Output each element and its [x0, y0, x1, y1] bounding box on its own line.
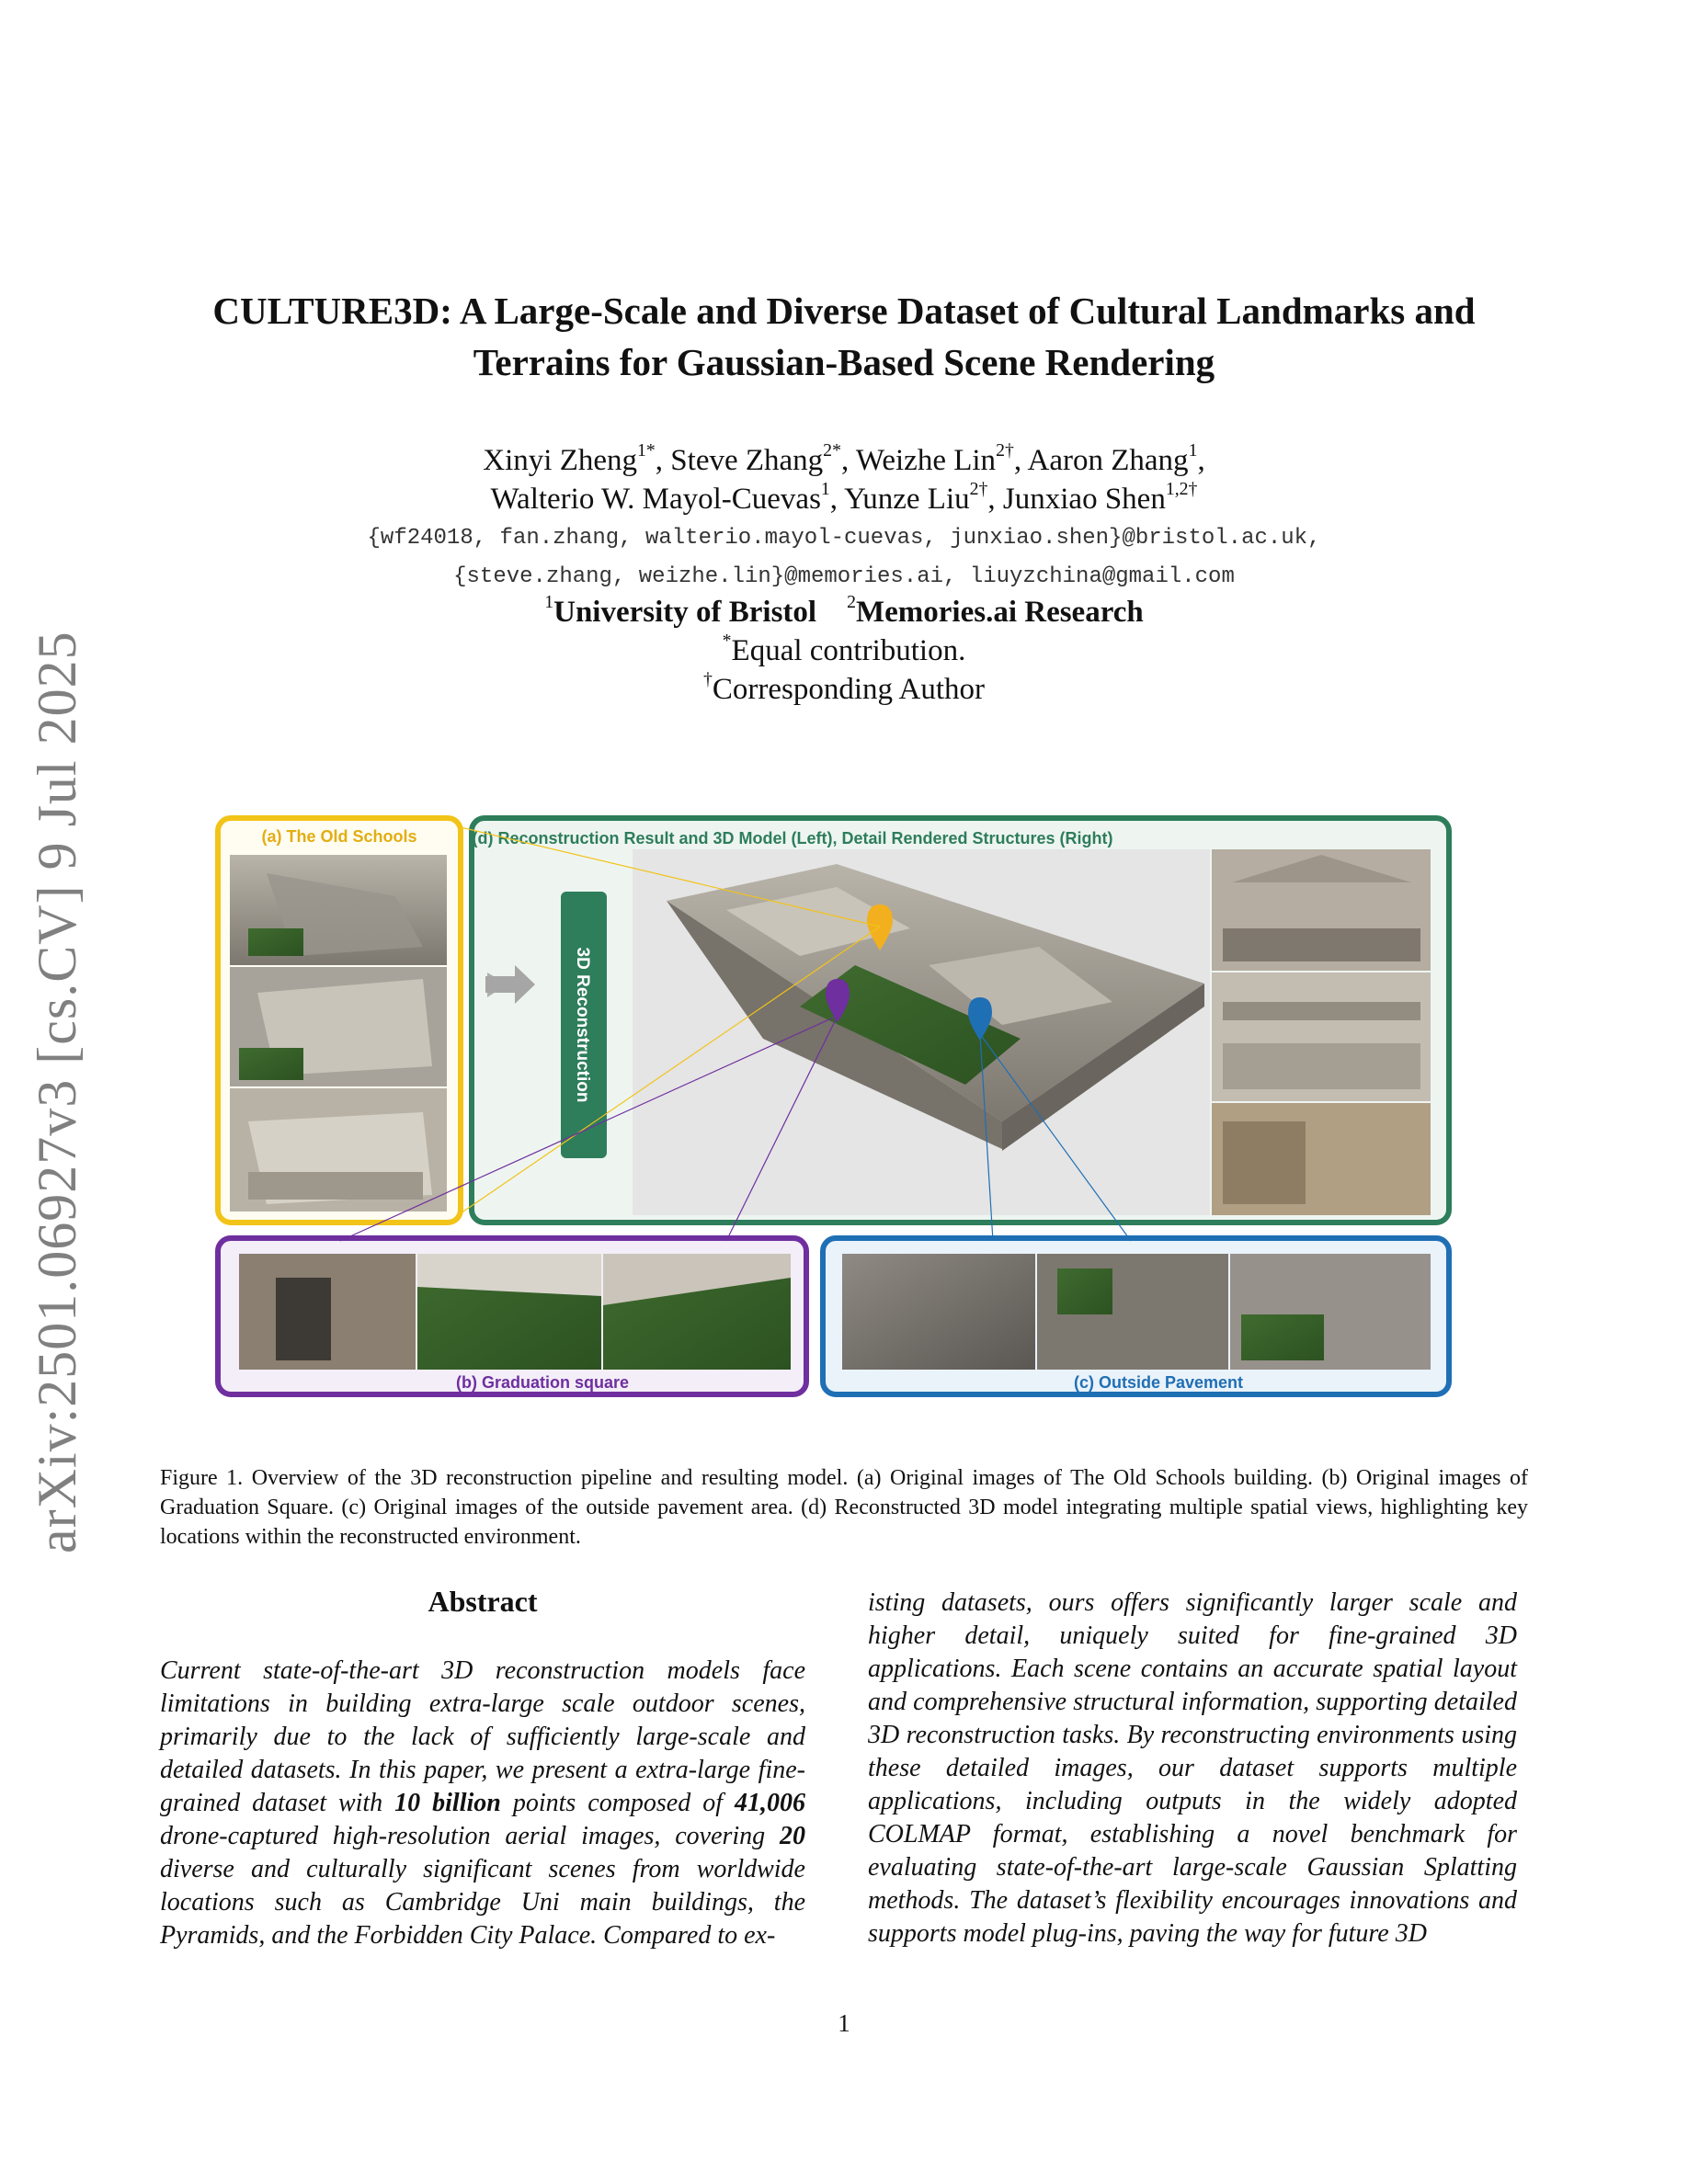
- author-affil-mark: 2†: [969, 479, 988, 500]
- abstract-text: diverse and culturally significant scenes from worldwide locations such as Cambridge Uni main buildings, the Pyramids, and the Forbidden City Palace. Compared to ex-: [160, 1855, 805, 1950]
- author-affil-mark: 1*: [637, 440, 656, 461]
- title-line-1: CULTURE3D: A Large-Scale and Diverse Dataset of Cultural Landmarks and: [212, 290, 1476, 332]
- abstract-paragraph-left: [160, 1655, 805, 1952]
- equal-contribution-text: Equal contribution.: [731, 634, 966, 667]
- author-name: Aaron Zhang: [1027, 444, 1189, 477]
- author-name: Junxiao Shen: [1002, 483, 1166, 516]
- panel-a-label: (a) The Old Schools: [261, 827, 417, 846]
- author-name: Xinyi Zheng: [483, 444, 638, 477]
- reconstruction-label: 3D Reconstruction: [573, 947, 592, 1103]
- abstract-left-column: [160, 1655, 805, 1952]
- email-line-1: {wf24018, fan.zhang, walterio.mayol-cuevas, junxiao.shen}@bristol.ac.uk,: [367, 526, 1321, 551]
- abstract-highlight: 41,006: [734, 1789, 805, 1817]
- author-separator: ,: [829, 483, 845, 516]
- overview-figure: [211, 809, 1462, 1408]
- author-name: Steve Zhang: [670, 444, 824, 477]
- author-affil-mark: 2†: [996, 440, 1014, 461]
- affil-mark: 1: [544, 592, 554, 613]
- panel-c-label: (c) Outside Pavement: [1073, 1373, 1244, 1392]
- affil-mark: 2: [847, 592, 856, 613]
- abstract-paragraph-right: isting datasets, ours offers significantly larger scale and higher detail, uniquely suited for fine-grained 3D applications. Each scene contains an accurate spatial layout and comprehensive structural information, supporting detailed 3D reconstruction tasks. By reconstructing environments using these detailed images, our dataset supports multiple applications, including outputs in the widely adopted COLMAP format, establishing a novel benchmark for evaluating state-of-the-art large-scale Gaussian Splatting methods. The dataset’s flexibility encourages innovations and supports model plug-ins, paving the way for future 3D: [868, 1588, 1517, 1948]
- paper-title: [110, 285, 1578, 388]
- abstract-right-column: [868, 1587, 1517, 1951]
- panel-c-outside-pavement: [823, 1238, 1449, 1394]
- dagger-mark: †: [703, 669, 713, 690]
- figure-caption: Figure 1. Overview of the 3D reconstruction pipeline and resulting model. (a) Original images of The Old Schools building. (b) Original images of Graduation Square. (c) Original images of the outside pavement area. (d) Reconstructed 3D model integrating multiple spatial views, highlighting key locations within the reconstructed environment.: [160, 1466, 1528, 1549]
- author-name: Yunze Liu: [844, 483, 970, 516]
- arxiv-identifier: arXiv:2501.06927v3 [cs.CV] 9 Jul 2025: [27, 631, 87, 1553]
- panel-b-graduation-square: [218, 1238, 806, 1394]
- panel-b-label: (b) Graduation square: [455, 1373, 630, 1392]
- author-affil-mark: 1: [1188, 440, 1198, 461]
- author-affil-mark: 2*: [823, 440, 841, 461]
- author-name: Weizhe Lin: [855, 444, 997, 477]
- author-affil-mark: 1,2†: [1165, 479, 1198, 500]
- author-line-1: [110, 441, 1578, 480]
- author-affil-mark: 1: [820, 479, 830, 500]
- equal-contribution-note: [110, 631, 1578, 668]
- author-separator: ,: [987, 483, 1003, 516]
- photo-pavement-1: [842, 1254, 1035, 1370]
- author-separator: ,: [1197, 444, 1205, 477]
- title-line-2: Terrains for Gaussian-Based Scene Rendering: [473, 341, 1215, 383]
- author-list: [110, 441, 1578, 518]
- author-name: Walterio W. Mayol-Cuevas: [490, 483, 821, 516]
- affiliation-memories: Memories.ai Research: [855, 596, 1144, 629]
- corresponding-author-note: [110, 669, 1578, 707]
- page-number: 1: [838, 2009, 850, 2037]
- abstract-highlight: 20: [780, 1822, 805, 1850]
- abstract-text: Current state-of-the-art 3D reconstruction models face limitations in building extra-large scale outdoor scenes, primarily due to the lack of sufficiently large-scale and detailed datasets. In this paper, we present a extra-large fine-grained dataset with: [160, 1656, 805, 1817]
- abstract-text: drone-captured high-resolution aerial images, covering: [160, 1822, 780, 1850]
- author-line-2: [110, 480, 1578, 518]
- affiliation-bristol: University of Bristol: [553, 596, 817, 629]
- email-line-2: {steve.zhang, weizhe.lin}@memories.ai, liuyzchina@gmail.com: [453, 564, 1235, 589]
- equal-mark: *: [722, 631, 732, 652]
- abstract-heading: Abstract: [428, 1585, 538, 1618]
- panel-a-old-schools: [218, 818, 461, 1223]
- abstract-highlight: 10 billion: [394, 1789, 501, 1817]
- corresponding-author-text: Corresponding Author: [712, 673, 985, 706]
- abstract-text: points composed of: [500, 1789, 735, 1817]
- panel-d-label: (d) Reconstruction Result and 3D Model (Left), Detail Rendered Structures (Right): [472, 829, 1113, 847]
- author-separator: ,: [655, 444, 671, 477]
- affiliations: [110, 592, 1578, 630]
- author-separator: ,: [840, 444, 856, 477]
- author-separator: ,: [1013, 444, 1028, 477]
- panel-d-reconstruction: [472, 818, 1449, 1223]
